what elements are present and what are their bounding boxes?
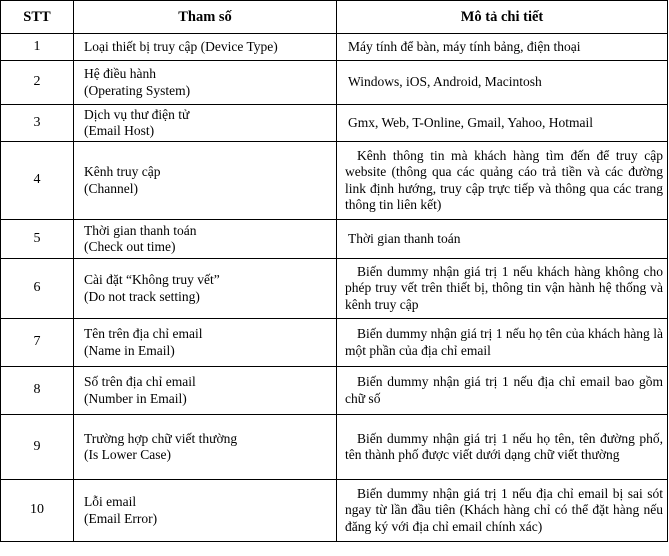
table-row [1,480,668,542]
param-name [74,259,337,319]
param-name-vi: Hệ điều hành [84,66,156,81]
param-name-en: (Is Lower Case) [84,447,171,462]
table-row [1,220,668,259]
param-desc-text: Biến dummy nhận giá trị 1 nếu họ tên, tên đường phố, tên thành phố được viết dưới dạng chữ viết thường [345,430,663,462]
param-name-en: (Name in Email) [84,342,175,358]
row-number: 3 [1,105,74,142]
table-row [1,367,668,415]
param-name-en: (Do not track setting) [84,288,200,304]
param-name-en: (Number in Email) [84,390,187,406]
header-param: Tham số [74,1,337,34]
param-name-en: (Check out time) [84,239,176,254]
table-row [1,34,668,61]
param-desc-text: Biến dummy nhận giá trị 1 nếu họ tên của khách hàng là một phần của địa chỉ email [345,326,663,358]
row-number: 2 [1,61,74,105]
param-name-en: (Operating System) [84,82,191,98]
param-name-vi: Lỗi email [84,494,137,509]
param-desc: Máy tính để bàn, máy tính bảng, điện thoại [337,34,668,61]
table-row [1,142,668,220]
row-number: 5 [1,220,74,259]
param-desc: Windows, iOS, Android, Macintosh [337,61,668,105]
param-name-vi: Tên trên địa chỉ email [84,326,203,341]
param-name [74,142,337,220]
param-desc [337,142,668,220]
param-name-en: (Email Host) [84,123,155,138]
param-desc-text: Biến dummy nhận giá trị 1 nếu khách hàng không cho phép truy vết trên thiết bị, thông tin vận hành hệ thống và kênh truy cập [345,263,663,312]
param-name-en: (Email Error) [84,510,158,526]
header-stt: STT [1,1,74,34]
param-name [74,220,337,259]
header-desc: Mô tả chi tiết [337,1,668,34]
param-desc-text: Biến dummy nhận giá trị 1 nếu địa chỉ email bao gồm chữ số [345,374,663,406]
param-name-en: (Channel) [84,180,138,196]
row-number: 8 [1,367,74,415]
param-name [74,34,337,61]
param-desc [337,367,668,415]
table-row [1,61,668,105]
param-name-vi: Số trên địa chỉ email [84,374,196,389]
param-desc-text: Biến dummy nhận giá trị 1 nếu địa chỉ email bị sai sót ngay từ lần đầu tiên (Khách hàng chỉ có thể đặt hàng nếu đăng ký với địa chỉ email chính xác) [345,485,663,534]
row-number: 1 [1,34,74,61]
param-name-vi: Dịch vụ thư điện tử [84,106,190,122]
table-row [1,259,668,319]
param-desc: Gmx, Web, T-Online, Gmail, Yahoo, Hotmail [337,105,668,142]
param-name-vi: Cài đặt “Không truy vết” [84,272,220,287]
param-desc [337,415,668,480]
row-number: 6 [1,259,74,319]
row-number: 7 [1,319,74,367]
param-desc-text: Kênh thông tin mà khách hàng tìm đến để truy cập website (thông qua các quảng cáo trả tiền và các đường link định hướng, truy cập trực tiếp và thông qua các trang thông tin liên kết) [345,147,663,212]
table-header-row [1,1,668,34]
table-row [1,319,668,367]
row-number: 10 [1,480,74,542]
param-name-vi: Loại thiết bị truy cập (Device Type) [84,38,278,54]
row-number: 4 [1,142,74,220]
param-desc [337,480,668,542]
param-name [74,319,337,367]
param-desc [337,259,668,319]
param-desc [337,319,668,367]
param-name [74,415,337,480]
param-name [74,61,337,105]
param-name-vi: Kênh truy cập [84,164,161,179]
param-name [74,480,337,542]
table-row [1,105,668,142]
param-desc: Thời gian thanh toán [337,220,668,259]
param-name-vi: Thời gian thanh toán [84,222,197,238]
row-number: 9 [1,415,74,480]
param-name-vi: Trường hợp chữ viết thường [84,430,238,446]
param-name [74,367,337,415]
param-name [74,105,337,142]
table-row [1,415,668,480]
